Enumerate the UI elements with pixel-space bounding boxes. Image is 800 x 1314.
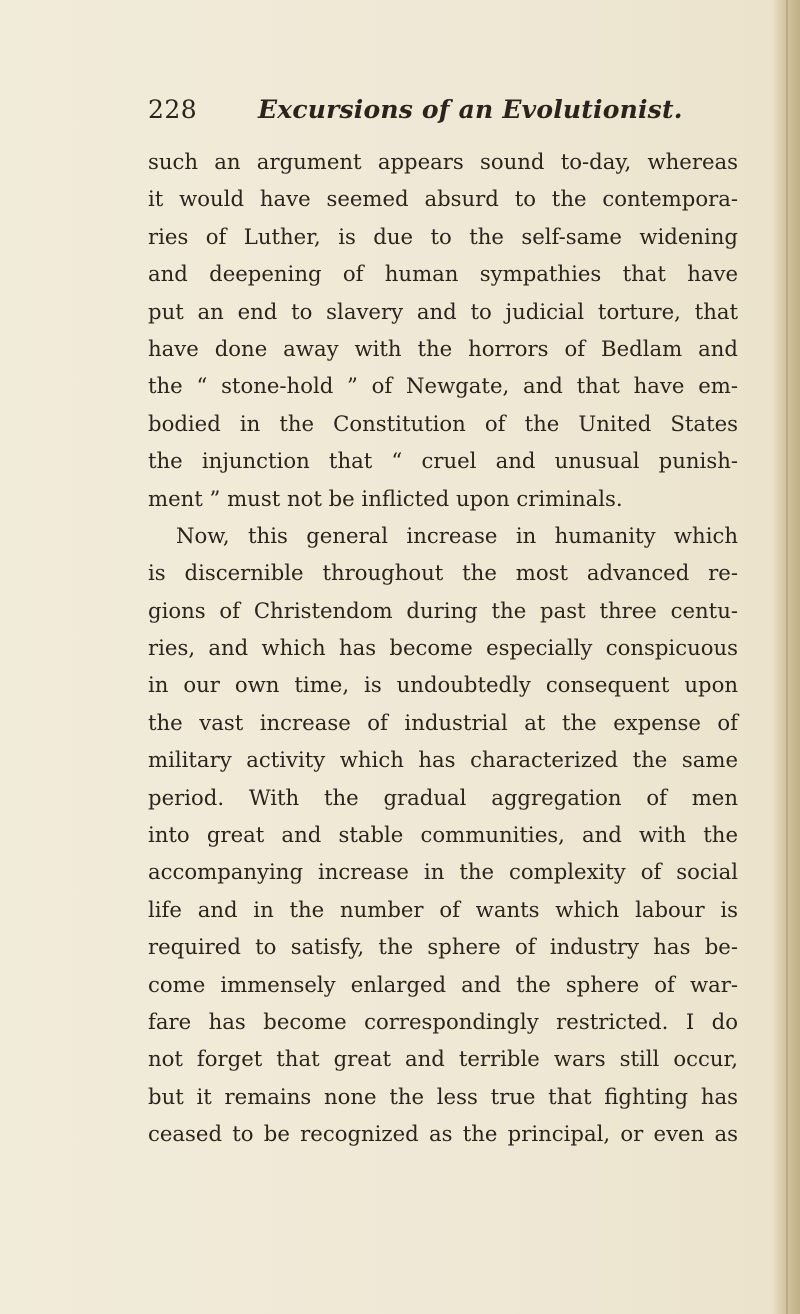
running-head — [148, 95, 748, 135]
text-line: have done away with the horrors of Bedlam and — [148, 335, 738, 361]
text-line: not forget that great and terrible wars still occur, — [148, 1046, 738, 1072]
text-line: put an end to slavery and to judicial torture, that — [148, 298, 738, 324]
text-line: ries of Luther, is due to the self-same widening — [148, 223, 738, 249]
paragraph-start-line: Now, this general increase in humanity which — [176, 522, 738, 548]
text-line: such an argument appears sound to-day, whereas — [148, 149, 738, 174]
text-line: it would have seemed absurd to the contempora- — [148, 186, 738, 212]
text-line: bodied in the Constitution of the United States — [148, 410, 738, 436]
text-line: come immensely enlarged and the sphere of war- — [148, 971, 738, 997]
text-line: ries, and which has become especially conspicuous — [148, 635, 738, 661]
page-edge — [772, 0, 800, 1314]
text-line: and deepening of human sympathies that have — [148, 261, 738, 287]
text-line: but it remains none the less true that fighting has — [148, 1083, 738, 1109]
text-line: gions of Christendom during the past three centu- — [148, 597, 738, 623]
text-line: the injunction that “ cruel and unusual punish- — [148, 448, 738, 474]
text-line: is discernible throughout the most advanced re- — [148, 560, 738, 586]
text-line: ment ” must not be inflicted upon criminals. — [148, 485, 623, 511]
text-line: ceased to be recognized as the principal, or even as — [148, 1121, 738, 1147]
text-line: in our own time, is undoubtedly consequent upon — [148, 672, 738, 698]
text-line: life and in the number of wants which labour is — [148, 896, 738, 922]
text-line: the “ stone-hold ” of Newgate, and that have em- — [148, 373, 738, 399]
body-text — [148, 143, 738, 1153]
text-line: required to satisfy, the sphere of industry has be- — [148, 934, 738, 960]
page-number: 228 — [148, 95, 198, 124]
text-line: military activity which has characterized the same — [148, 747, 738, 773]
running-title: Excursions of an Evolutionist. — [258, 95, 683, 124]
text-line: the vast increase of industrial at the expense of — [148, 709, 738, 735]
text-line: accompanying increase in the complexity of social — [148, 859, 738, 885]
text-line: into great and stable communities, and with the — [148, 822, 738, 848]
text-line: fare has become correspondingly restricted. I do — [148, 1008, 738, 1034]
text-line: period. With the gradual aggregation of men — [148, 784, 738, 810]
